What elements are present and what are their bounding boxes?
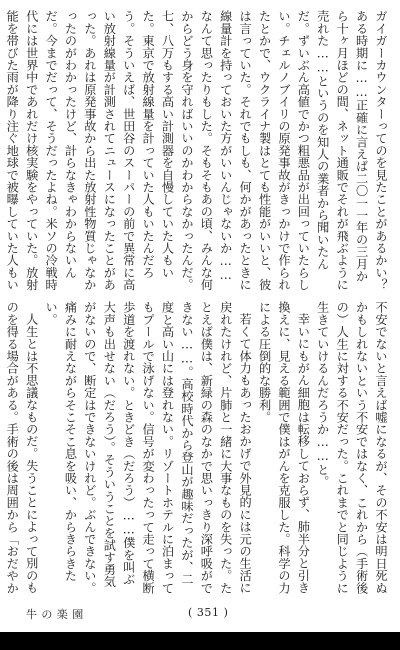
page-number: ( 351 ) [188, 606, 229, 619]
paragraph: 幸いにもがん細胞は転移しておらず、肺半分と引き換えに、見える範囲で僕はがんを克服した。科学の力による圧倒的な勝利。 [257, 301, 311, 594]
paragraph: 人生とは不思議なものだ。失うことによって別のものを得る場合がある。手術の後は周囲から「おだやか [5, 301, 39, 594]
running-title: 牛の楽園 [26, 608, 88, 621]
upper-text-block [5, 10, 390, 293]
lower-text-block [5, 301, 390, 594]
scan-border [0, 632, 400, 650]
paragraph: ガイガーカウンターってのを見たことがあるかい？ ある時期に……正確に言えば二〇一一年の三月から十ヶ月ほどの間、ネット通販でそれが飛ぶように売れた……というのを知人の業者から聞いたんだ。ずいぶん高値でかつ粗悪品が出回っていたらしい。チェルノブイリの原発事故がきっかけで作られたとかで、ウクライナ製はとても性能がいいと、彼は言っていた。それでもしも、何かがあったときに線量計を持っておいた方がいいんじゃないか……なんて思ったりもした。そもそもあの頃、みんな何からどう身を守ればいいのかわからなかったんだ。七、八万もする高い計測器を自慢していた人もいた。東京で放射線量を計っていた人もいたんだろう。そういえば、世田谷のスーパーの前で異常に高い放射線量が計測されてニュースになったことがあった。あれは原発事故から出た放射性物質じゃなかったのがわかったけど、計らなきゃわからないんだ。今までだって、そうだったよね。米ソの冷戦時代には世界中であれだけ核実験をやっていた。放射能を帯びた雨が降り注ぐ地球で被曝していた人もい [5, 10, 388, 291]
paragraph: 不安でないと言えば嘘になるが、その不安は明日死ぬかもしれないという不安ではなく、これから（手術後の）人生に対する不安だった。これまでと同じように生きていけるんだろうか……と。 [315, 301, 388, 594]
paragraph: 若くて体力もあったおかげで外見的には元の生活に戻れたけれど、片肺と一緒に大事なものを失った。たとえば僕は、新緑の森のなかで思いっきり深呼吸ができない……。高校時代から登山が趣味だったが、二度と高い山には登れない。リゾートホテルに泊まってもプールで泳げない。信号が変わったって走って横断歩道を渡れない。ときどき（だろう）……僕を叫ぶ大声も出せない（だろう）。そういうことを試す勇気がないので、断定はできないけれど。ぶんできない。痛みに耐えながらそこそこ息を吸い、からきらきたい。 [44, 301, 253, 594]
page-footer [0, 604, 400, 624]
